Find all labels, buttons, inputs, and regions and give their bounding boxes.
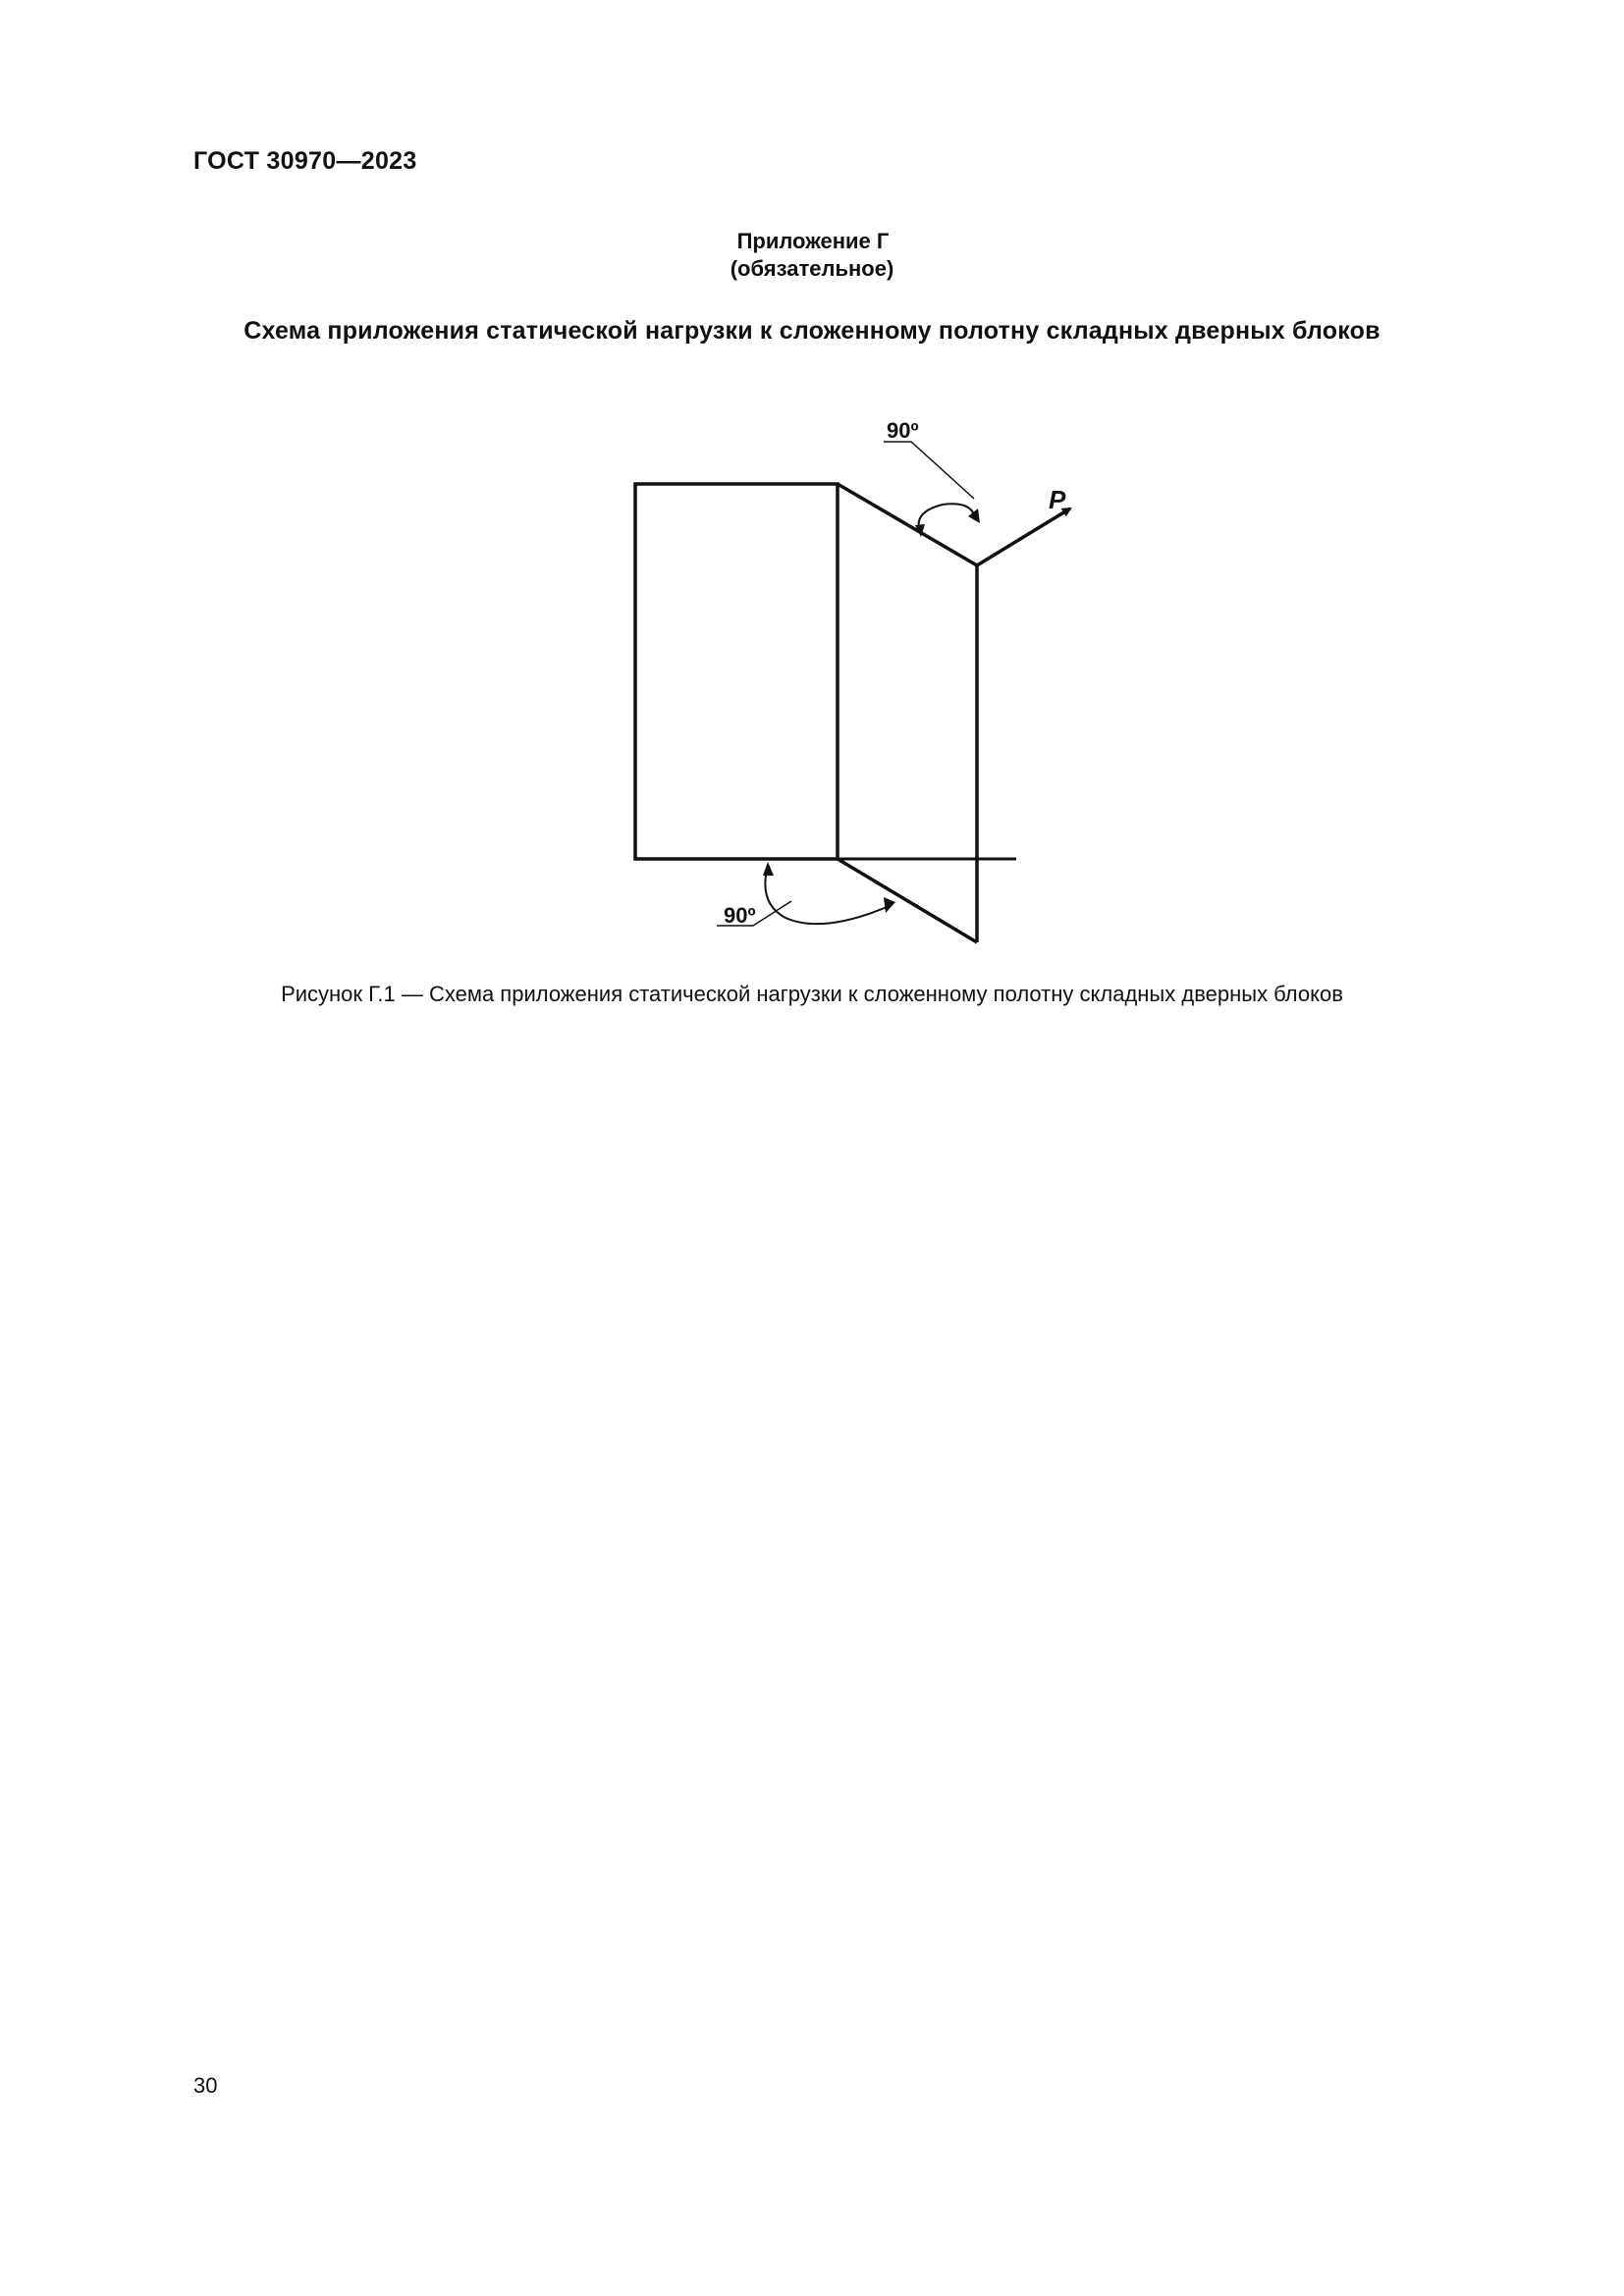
appendix-status: (обязательное) [730,256,894,281]
page-number: 30 [193,2073,218,2098]
force-arrow [977,508,1070,565]
load-scheme-drawing [609,393,1080,952]
top-angle-label: 90º [887,418,919,443]
figure-caption: Рисунок Г.1 — Схема приложения статической нагрузки к сложенному полотну складных дверных блоков [281,982,1343,1006]
left-panel [635,484,838,859]
bottom-angle-label: 90º [724,903,756,928]
bottom-angle-arc [765,866,892,924]
second-panel-bottom-edge [838,859,977,942]
force-label-p: P [1049,485,1066,514]
section-heading: Схема приложения статической нагрузки к сложенному полотну складных дверных блоков [244,317,1380,345]
top-angle-leader [884,442,974,499]
second-panel-top-edge [838,484,977,565]
top-angle-arc [919,504,975,534]
appendix-title: Приложение Г [736,229,890,253]
document-standard-code: ГОСТ 30970—2023 [193,147,417,175]
figure-load-scheme [609,393,1080,952]
appendix-block [0,228,1624,283]
